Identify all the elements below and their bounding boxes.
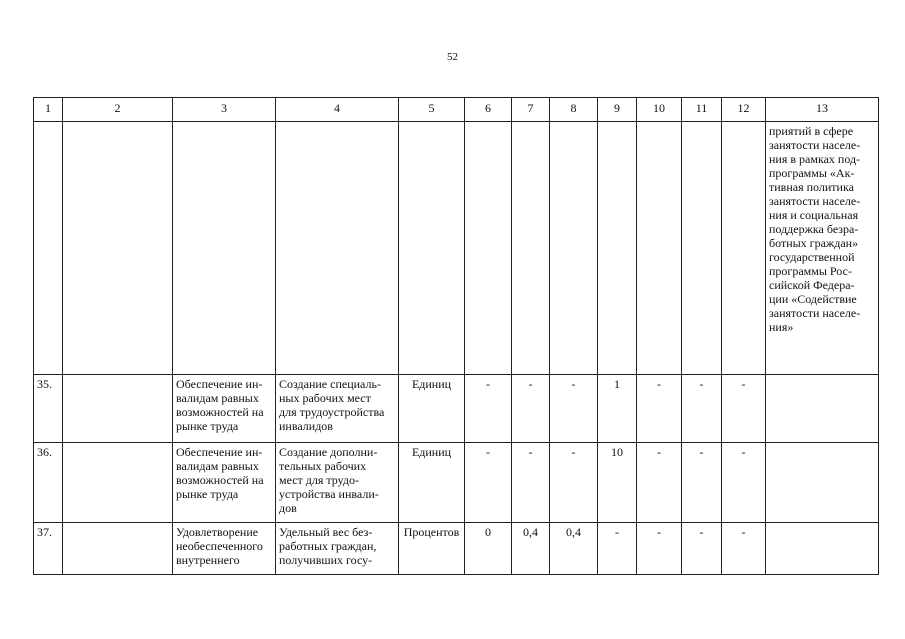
header-col-3: 3 xyxy=(173,98,276,122)
cell-col-2 xyxy=(63,122,173,375)
cell-col-7: - xyxy=(512,443,550,523)
cell-col-2 xyxy=(63,523,173,575)
cell-note xyxy=(766,443,879,523)
cell-indicator: Создание специаль- ных рабочих мест для трудоустройства инвалидов xyxy=(276,375,399,443)
cell-unit: Единиц xyxy=(399,443,465,523)
cell-number: 37. xyxy=(34,523,63,575)
cell-col-12 xyxy=(722,122,766,375)
cell-unit: Процентов xyxy=(399,523,465,575)
table-row-36 xyxy=(34,443,879,523)
cell-col-9: 1 xyxy=(598,375,637,443)
cell-col-6: 0 xyxy=(465,523,512,575)
cell-number xyxy=(34,122,63,375)
header-col-10: 10 xyxy=(637,98,682,122)
cell-col-12: - xyxy=(722,443,766,523)
cell-col-11 xyxy=(682,122,722,375)
header-col-13: 13 xyxy=(766,98,879,122)
table-row-37 xyxy=(34,523,879,575)
cell-task: Удовлетворение необеспеченного внутреннего xyxy=(173,523,276,575)
cell-col-8: - xyxy=(550,443,598,523)
cell-unit: Единиц xyxy=(399,375,465,443)
header-col-5: 5 xyxy=(399,98,465,122)
cell-indicator xyxy=(276,122,399,375)
cell-task: Обеспечение ин- валидам равных возможностей на рынке труда xyxy=(173,375,276,443)
cell-indicator: Создание дополни- тельных рабочих мест для трудо- устройства инвали- дов xyxy=(276,443,399,523)
cell-indicator: Удельный вес без- работных граждан, получивших госу- xyxy=(276,523,399,575)
cell-note xyxy=(766,523,879,575)
cell-col-10: - xyxy=(637,443,682,523)
cell-col-10 xyxy=(637,122,682,375)
cell-col-7: 0,4 xyxy=(512,523,550,575)
cell-number: 35. xyxy=(34,375,63,443)
header-col-7: 7 xyxy=(512,98,550,122)
cell-note xyxy=(766,375,879,443)
header-col-4: 4 xyxy=(276,98,399,122)
cell-task: Обеспечение ин- валидам равных возможностей на рынке труда xyxy=(173,443,276,523)
header-col-9: 9 xyxy=(598,98,637,122)
cell-col-8: 0,4 xyxy=(550,523,598,575)
cell-col-7: - xyxy=(512,375,550,443)
cell-col-11: - xyxy=(682,523,722,575)
header-col-8: 8 xyxy=(550,98,598,122)
table-row-continuation xyxy=(34,122,879,375)
cell-note: приятий в сфере занятости населе- ния в рамках под- программы «Ак- тивная политика занятости населе- ния и социальная поддержка безра- ботных граждан» государственной программы Рос- сийской Федера- ции «Содействие занятости населе- ния» xyxy=(766,122,879,375)
cell-col-10: - xyxy=(637,375,682,443)
cell-col-8: - xyxy=(550,375,598,443)
cell-col-2 xyxy=(63,443,173,523)
cell-col-6 xyxy=(465,122,512,375)
cell-col-2 xyxy=(63,375,173,443)
cell-number: 36. xyxy=(34,443,63,523)
table-row-35 xyxy=(34,375,879,443)
header-row xyxy=(34,98,879,122)
cell-col-8 xyxy=(550,122,598,375)
header-col-2: 2 xyxy=(63,98,173,122)
header-col-12: 12 xyxy=(722,98,766,122)
page-number: 52 xyxy=(447,51,458,63)
cell-col-12: - xyxy=(722,523,766,575)
cell-col-9 xyxy=(598,122,637,375)
cell-col-12: - xyxy=(722,375,766,443)
program-indicators-table xyxy=(33,97,879,575)
cell-col-11: - xyxy=(682,375,722,443)
cell-col-9: - xyxy=(598,523,637,575)
cell-col-7 xyxy=(512,122,550,375)
cell-unit xyxy=(399,122,465,375)
header-col-6: 6 xyxy=(465,98,512,122)
header-col-11: 11 xyxy=(682,98,722,122)
cell-col-11: - xyxy=(682,443,722,523)
header-col-1: 1 xyxy=(34,98,63,122)
cell-col-6: - xyxy=(465,443,512,523)
cell-col-9: 10 xyxy=(598,443,637,523)
cell-task xyxy=(173,122,276,375)
cell-col-10: - xyxy=(637,523,682,575)
cell-col-6: - xyxy=(465,375,512,443)
